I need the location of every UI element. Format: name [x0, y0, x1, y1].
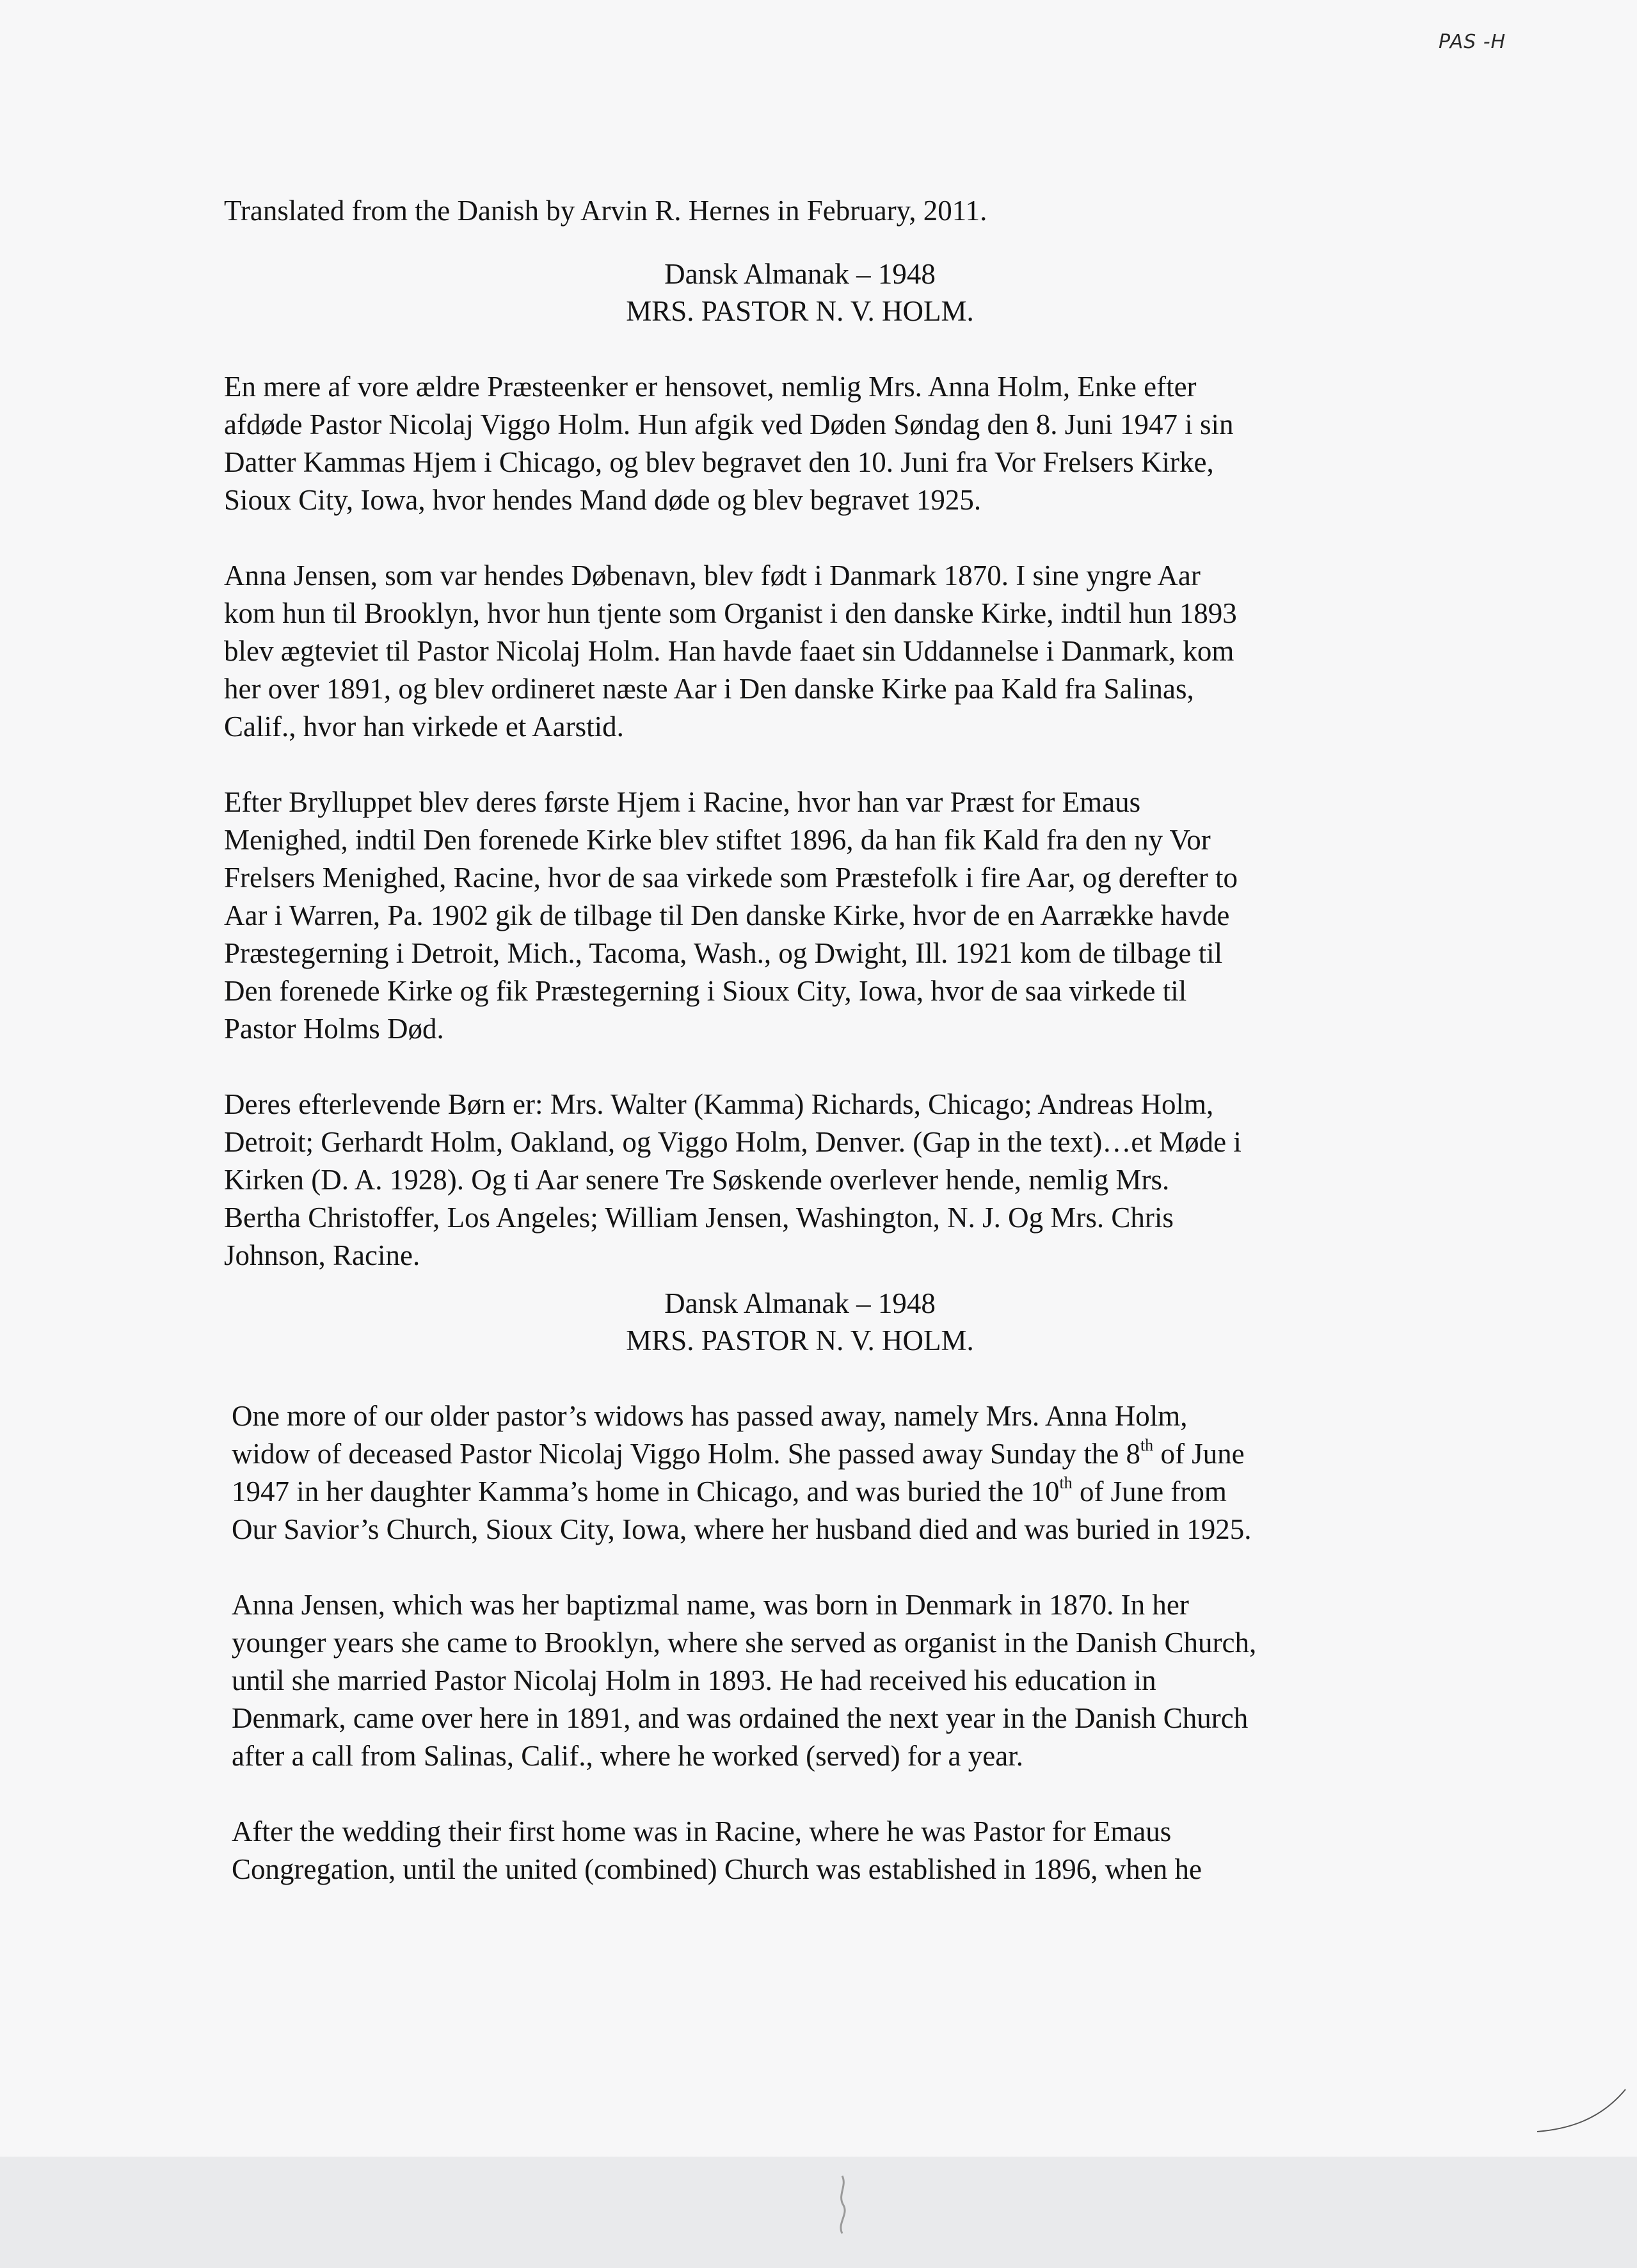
text-line: Anna Jensen, which was her baptizmal name, was born in Denmark in 1870. In her [232, 1589, 1189, 1621]
handwritten-corner-note: PAS -H [1439, 31, 1506, 53]
text-line [224, 1435, 1446, 1473]
text-line [224, 1473, 1446, 1511]
danish-paragraph-3 [224, 784, 1446, 1048]
text-line: afdøde Pastor Nicolaj Viggo Holm. Hun afgik ved Døden Søndag den 8. Juni 1947 i sin [224, 408, 1234, 440]
text-run: of June from [1072, 1476, 1227, 1508]
text-line: Congregation, until the united (combined) Church was established in 1896, when he [232, 1853, 1202, 1885]
text-line: until she married Pastor Nicolaj Holm in 1893. He had received his education in [232, 1664, 1156, 1696]
english-paragraph-1 [224, 1397, 1446, 1548]
text-line: blev ægteviet til Pastor Nicolaj Holm. Han havde faaet sin Uddannelse i Danmark, kom [224, 635, 1234, 667]
danish-heading-title: MRS. PASTOR N. V. HOLM. [626, 295, 974, 327]
text-run: widow of deceased Pastor Nicolaj Viggo Holm. She passed away Sunday the 8 [232, 1438, 1140, 1470]
text-line: En mere af vore ældre Præsteenker er hensovet, nemlig Mrs. Anna Holm, Enke efter [224, 371, 1197, 403]
text-line: younger years she came to Brooklyn, where she served as organist in the Danish Church, [232, 1627, 1257, 1659]
danish-paragraph-2 [224, 557, 1446, 746]
ordinal-suffix: th [1140, 1436, 1154, 1454]
text-line: One more of our older pastor’s widows has passed away, namely Mrs. Anna Holm, [232, 1400, 1188, 1432]
text-line: Efter Brylluppet blev deres første Hjem i Racine, hvor han var Præst for Emaus [224, 786, 1141, 818]
text-line: Datter Kammas Hjem i Chicago, og blev begravet den 10. Juni fra Vor Frelsers Kirke, [224, 446, 1214, 478]
text-line: Sioux City, Iowa, hvor hendes Mand døde og blev begravet 1925. [224, 484, 982, 516]
text-line: Johnson, Racine. [224, 1239, 420, 1271]
ordinal-suffix: th [1059, 1474, 1073, 1492]
text-line: Anna Jensen, som var hendes Døbenavn, blev født i Danmark 1870. I sine yngre Aar [224, 559, 1201, 591]
text-line: kom hun til Brooklyn, hvor hun tjente som Organist i den danske Kirke, indtil hun 1893 [224, 597, 1237, 629]
text-line: her over 1891, og blev ordineret næste Aar i Den danske Kirke paa Kald fra Salinas, [224, 673, 1194, 705]
scan-smudge-mark [833, 2173, 852, 2237]
danish-paragraph-4 [224, 1086, 1446, 1275]
text-line: Menighed, indtil Den forenede Kirke blev stiftet 1896, da han fik Kald fra den ny Vor [224, 824, 1211, 856]
document-body [224, 192, 1446, 1926]
english-paragraph-2 [224, 1586, 1446, 1775]
translator-note: Translated from the Danish by Arvin R. Hernes in February, 2011. [224, 195, 987, 227]
text-line: Den forenede Kirke og fik Præstegerning i Sioux City, Iowa, hvor de saa virkede til [224, 975, 1187, 1007]
text-line: Calif., hvor han virkede et Aarstid. [224, 711, 624, 743]
text-line: Deres efterlevende Børn er: Mrs. Walter (Kamma) Richards, Chicago; Andreas Holm, [224, 1088, 1214, 1120]
text-run: of June [1153, 1438, 1245, 1470]
danish-heading [224, 255, 1376, 330]
text-run: 1947 in her daughter Kamma’s home in Chicago, and was buried the 10 [232, 1476, 1060, 1508]
english-heading-source: Dansk Almanak – 1948 [664, 1287, 936, 1319]
text-line: Aar i Warren, Pa. 1902 gik de tilbage til Den danske Kirke, hvor de en Aarrække havde [224, 899, 1230, 931]
pencil-margin-mark [1536, 2087, 1632, 2138]
text-line: Our Savior’s Church, Sioux City, Iowa, where her husband died and was buried in 1925. [232, 1513, 1252, 1545]
text-line: Pastor Holms Død. [224, 1013, 444, 1045]
text-line: after a call from Salinas, Calif., where he worked (served) for a year. [232, 1740, 1023, 1772]
english-heading [224, 1285, 1376, 1359]
text-line: After the wedding their first home was in Racine, where he was Pastor for Emaus [232, 1815, 1172, 1847]
text-line: Detroit; Gerhardt Holm, Oakland, og Viggo Holm, Denver. (Gap in the text)…et Møde i [224, 1126, 1242, 1158]
english-paragraph-3 [224, 1813, 1446, 1888]
danish-paragraph-1 [224, 368, 1446, 519]
text-line: Kirken (D. A. 1928). Og ti Aar senere Tre Søskende overlever hende, nemlig Mrs. [224, 1164, 1170, 1196]
text-line: Præstegerning i Detroit, Mich., Tacoma, Wash., og Dwight, Ill. 1921 kom de tilbage til [224, 937, 1223, 969]
text-line: Bertha Christoffer, Los Angeles; William Jensen, Washington, N. J. Og Mrs. Chris [224, 1202, 1174, 1234]
scan-bottom-margin [0, 2157, 1637, 2268]
text-line: Frelsers Menighed, Racine, hvor de saa virkede som Præstefolk i fire Aar, og derefter to [224, 862, 1238, 894]
text-line: Denmark, came over here in 1891, and was ordained the next year in the Danish Church [232, 1702, 1249, 1734]
english-heading-title: MRS. PASTOR N. V. HOLM. [626, 1324, 974, 1356]
danish-heading-source: Dansk Almanak – 1948 [664, 258, 936, 290]
